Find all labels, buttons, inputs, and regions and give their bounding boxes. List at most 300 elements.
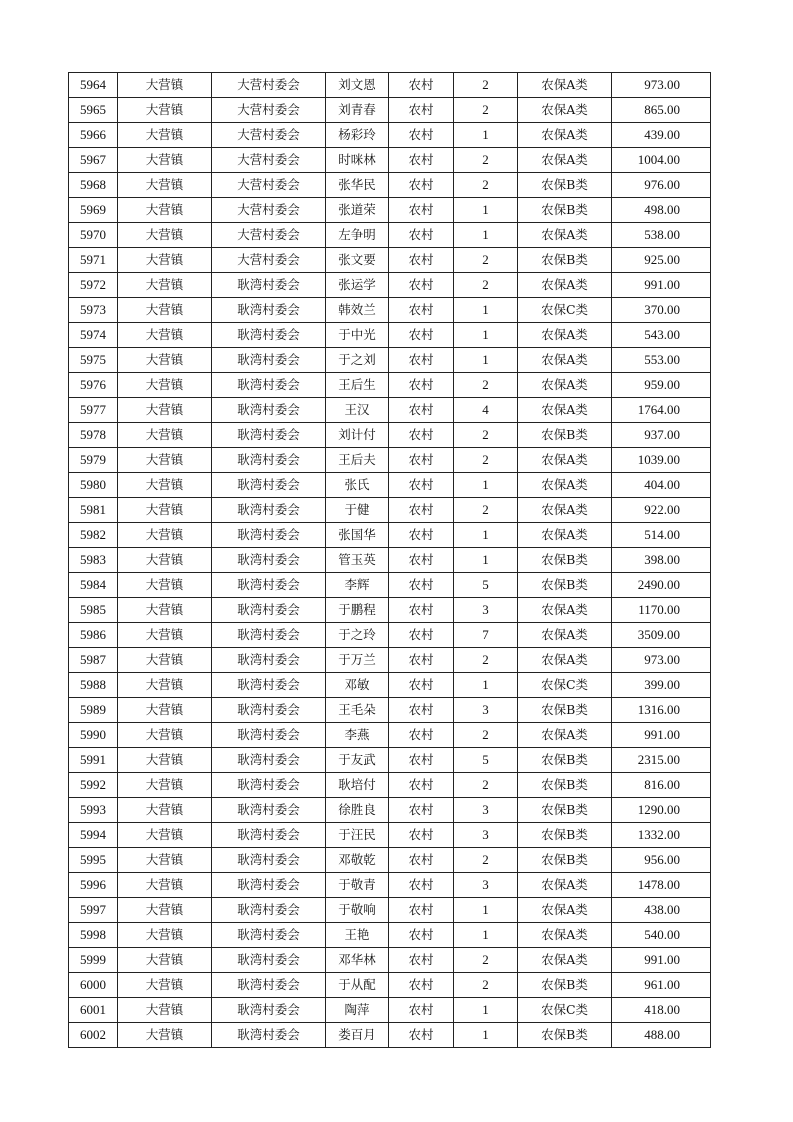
household-type-cell: 农村 xyxy=(389,223,454,248)
table-row xyxy=(69,248,711,273)
household-type-cell: 农村 xyxy=(389,373,454,398)
member-count-cell: 2 xyxy=(454,423,518,448)
table-row xyxy=(69,973,711,998)
name-cell: 韩效兰 xyxy=(326,298,389,323)
insurance-class-cell: 农保B类 xyxy=(518,248,612,273)
table-row xyxy=(69,323,711,348)
name-cell: 于从配 xyxy=(326,973,389,998)
id-cell: 5987 xyxy=(69,648,118,673)
member-count-cell: 1 xyxy=(454,523,518,548)
name-cell: 时咪林 xyxy=(326,148,389,173)
table-row xyxy=(69,673,711,698)
name-cell: 李辉 xyxy=(326,573,389,598)
insurance-class-cell: 农保A类 xyxy=(518,373,612,398)
table-row xyxy=(69,173,711,198)
village-committee-cell: 耿湾村委会 xyxy=(212,448,326,473)
insurance-class-cell: 农保B类 xyxy=(518,573,612,598)
insurance-class-cell: 农保A类 xyxy=(518,923,612,948)
village-committee-cell: 耿湾村委会 xyxy=(212,298,326,323)
town-cell: 大营镇 xyxy=(118,123,212,148)
member-count-cell: 3 xyxy=(454,823,518,848)
insurance-class-cell: 农保B类 xyxy=(518,773,612,798)
village-committee-cell: 耿湾村委会 xyxy=(212,348,326,373)
name-cell: 王毛朵 xyxy=(326,698,389,723)
amount-cell: 991.00 xyxy=(612,948,711,973)
village-committee-cell: 耿湾村委会 xyxy=(212,798,326,823)
id-cell: 5976 xyxy=(69,373,118,398)
table-row xyxy=(69,273,711,298)
id-cell: 5972 xyxy=(69,273,118,298)
table-row xyxy=(69,73,711,98)
id-cell: 5989 xyxy=(69,698,118,723)
id-cell: 5964 xyxy=(69,73,118,98)
name-cell: 于之刘 xyxy=(326,348,389,373)
amount-cell: 937.00 xyxy=(612,423,711,448)
town-cell: 大营镇 xyxy=(118,348,212,373)
insurance-class-cell: 农保C类 xyxy=(518,998,612,1023)
id-cell: 5995 xyxy=(69,848,118,873)
amount-cell: 1039.00 xyxy=(612,448,711,473)
household-type-cell: 农村 xyxy=(389,148,454,173)
member-count-cell: 2 xyxy=(454,173,518,198)
village-committee-cell: 耿湾村委会 xyxy=(212,948,326,973)
town-cell: 大营镇 xyxy=(118,173,212,198)
amount-cell: 976.00 xyxy=(612,173,711,198)
table-row xyxy=(69,748,711,773)
id-cell: 5994 xyxy=(69,823,118,848)
id-cell: 5977 xyxy=(69,398,118,423)
town-cell: 大营镇 xyxy=(118,323,212,348)
town-cell: 大营镇 xyxy=(118,648,212,673)
household-type-cell: 农村 xyxy=(389,923,454,948)
table-row xyxy=(69,898,711,923)
amount-cell: 961.00 xyxy=(612,973,711,998)
name-cell: 王后生 xyxy=(326,373,389,398)
id-cell: 5984 xyxy=(69,573,118,598)
village-committee-cell: 耿湾村委会 xyxy=(212,773,326,798)
village-committee-cell: 大营村委会 xyxy=(212,198,326,223)
name-cell: 于鹏程 xyxy=(326,598,389,623)
member-count-cell: 2 xyxy=(454,248,518,273)
member-count-cell: 1 xyxy=(454,673,518,698)
town-cell: 大营镇 xyxy=(118,623,212,648)
village-committee-cell: 耿湾村委会 xyxy=(212,373,326,398)
household-type-cell: 农村 xyxy=(389,798,454,823)
insurance-class-cell: 农保A类 xyxy=(518,348,612,373)
member-count-cell: 2 xyxy=(454,373,518,398)
amount-cell: 1170.00 xyxy=(612,598,711,623)
amount-cell: 2490.00 xyxy=(612,573,711,598)
table-row xyxy=(69,398,711,423)
insurance-class-cell: 农保A类 xyxy=(518,873,612,898)
town-cell: 大营镇 xyxy=(118,423,212,448)
member-count-cell: 2 xyxy=(454,498,518,523)
id-cell: 5998 xyxy=(69,923,118,948)
table-row xyxy=(69,498,711,523)
village-committee-cell: 大营村委会 xyxy=(212,248,326,273)
name-cell: 张运学 xyxy=(326,273,389,298)
town-cell: 大营镇 xyxy=(118,548,212,573)
town-cell: 大营镇 xyxy=(118,873,212,898)
id-cell: 5999 xyxy=(69,948,118,973)
household-type-cell: 农村 xyxy=(389,723,454,748)
amount-cell: 991.00 xyxy=(612,723,711,748)
household-type-cell: 农村 xyxy=(389,248,454,273)
id-cell: 5997 xyxy=(69,898,118,923)
member-count-cell: 2 xyxy=(454,723,518,748)
name-cell: 刘文恩 xyxy=(326,73,389,98)
village-committee-cell: 大营村委会 xyxy=(212,98,326,123)
town-cell: 大营镇 xyxy=(118,798,212,823)
name-cell: 左争明 xyxy=(326,223,389,248)
amount-cell: 399.00 xyxy=(612,673,711,698)
household-type-cell: 农村 xyxy=(389,398,454,423)
amount-cell: 418.00 xyxy=(612,998,711,1023)
town-cell: 大营镇 xyxy=(118,398,212,423)
member-count-cell: 1 xyxy=(454,998,518,1023)
name-cell: 邓华林 xyxy=(326,948,389,973)
table-row xyxy=(69,573,711,598)
amount-cell: 540.00 xyxy=(612,923,711,948)
table-row xyxy=(69,348,711,373)
amount-cell: 865.00 xyxy=(612,98,711,123)
name-cell: 于中光 xyxy=(326,323,389,348)
amount-cell: 1478.00 xyxy=(612,873,711,898)
id-cell: 6001 xyxy=(69,998,118,1023)
table-row xyxy=(69,648,711,673)
table-row xyxy=(69,623,711,648)
table-row xyxy=(69,548,711,573)
id-cell: 5991 xyxy=(69,748,118,773)
insurance-class-cell: 农保B类 xyxy=(518,823,612,848)
household-type-cell: 农村 xyxy=(389,698,454,723)
town-cell: 大营镇 xyxy=(118,773,212,798)
village-committee-cell: 耿湾村委会 xyxy=(212,598,326,623)
household-type-cell: 农村 xyxy=(389,98,454,123)
member-count-cell: 2 xyxy=(454,73,518,98)
name-cell: 娄百月 xyxy=(326,1023,389,1048)
id-cell: 5992 xyxy=(69,773,118,798)
id-cell: 5978 xyxy=(69,423,118,448)
member-count-cell: 2 xyxy=(454,273,518,298)
town-cell: 大营镇 xyxy=(118,373,212,398)
name-cell: 杨彩玲 xyxy=(326,123,389,148)
town-cell: 大营镇 xyxy=(118,473,212,498)
name-cell: 王艳 xyxy=(326,923,389,948)
id-cell: 5993 xyxy=(69,798,118,823)
amount-cell: 538.00 xyxy=(612,223,711,248)
member-count-cell: 1 xyxy=(454,923,518,948)
village-committee-cell: 耿湾村委会 xyxy=(212,498,326,523)
table-row xyxy=(69,923,711,948)
member-count-cell: 1 xyxy=(454,198,518,223)
household-type-cell: 农村 xyxy=(389,198,454,223)
name-cell: 管玉英 xyxy=(326,548,389,573)
insurance-class-cell: 农保A类 xyxy=(518,448,612,473)
name-cell: 张文要 xyxy=(326,248,389,273)
household-type-cell: 农村 xyxy=(389,298,454,323)
member-count-cell: 1 xyxy=(454,123,518,148)
insurance-class-cell: 农保A类 xyxy=(518,223,612,248)
member-count-cell: 2 xyxy=(454,848,518,873)
household-type-cell: 农村 xyxy=(389,673,454,698)
id-cell: 5975 xyxy=(69,348,118,373)
table-row xyxy=(69,823,711,848)
table-row xyxy=(69,298,711,323)
table-row xyxy=(69,523,711,548)
household-type-cell: 农村 xyxy=(389,773,454,798)
table-row xyxy=(69,948,711,973)
table-row xyxy=(69,373,711,398)
name-cell: 于汪民 xyxy=(326,823,389,848)
household-type-cell: 农村 xyxy=(389,73,454,98)
name-cell: 于万兰 xyxy=(326,648,389,673)
village-committee-cell: 大营村委会 xyxy=(212,173,326,198)
amount-cell: 404.00 xyxy=(612,473,711,498)
village-committee-cell: 耿湾村委会 xyxy=(212,273,326,298)
id-cell: 5986 xyxy=(69,623,118,648)
id-cell: 5969 xyxy=(69,198,118,223)
id-cell: 5973 xyxy=(69,298,118,323)
member-count-cell: 1 xyxy=(454,898,518,923)
insurance-class-cell: 农保B类 xyxy=(518,423,612,448)
ledger-sheet xyxy=(68,72,711,1048)
insurance-class-cell: 农保A类 xyxy=(518,523,612,548)
insurance-class-cell: 农保B类 xyxy=(518,698,612,723)
table-row xyxy=(69,698,711,723)
amount-cell: 991.00 xyxy=(612,273,711,298)
insurance-class-cell: 农保A类 xyxy=(518,723,612,748)
ledger-body xyxy=(69,73,711,1048)
household-type-cell: 农村 xyxy=(389,498,454,523)
name-cell: 于健 xyxy=(326,498,389,523)
name-cell: 王后夫 xyxy=(326,448,389,473)
town-cell: 大营镇 xyxy=(118,198,212,223)
table-row xyxy=(69,198,711,223)
insurance-class-cell: 农保A类 xyxy=(518,398,612,423)
insurance-class-cell: 农保A类 xyxy=(518,498,612,523)
member-count-cell: 1 xyxy=(454,1023,518,1048)
name-cell: 陶萍 xyxy=(326,998,389,1023)
village-committee-cell: 耿湾村委会 xyxy=(212,648,326,673)
village-committee-cell: 耿湾村委会 xyxy=(212,323,326,348)
amount-cell: 922.00 xyxy=(612,498,711,523)
id-cell: 5967 xyxy=(69,148,118,173)
village-committee-cell: 耿湾村委会 xyxy=(212,473,326,498)
town-cell: 大营镇 xyxy=(118,523,212,548)
id-cell: 5970 xyxy=(69,223,118,248)
amount-cell: 1764.00 xyxy=(612,398,711,423)
village-committee-cell: 大营村委会 xyxy=(212,73,326,98)
insurance-class-cell: 农保A类 xyxy=(518,648,612,673)
amount-cell: 1316.00 xyxy=(612,698,711,723)
table-row xyxy=(69,848,711,873)
town-cell: 大营镇 xyxy=(118,823,212,848)
table-row xyxy=(69,773,711,798)
town-cell: 大营镇 xyxy=(118,298,212,323)
village-committee-cell: 耿湾村委会 xyxy=(212,898,326,923)
table-row xyxy=(69,423,711,448)
village-committee-cell: 耿湾村委会 xyxy=(212,723,326,748)
name-cell: 于敬响 xyxy=(326,898,389,923)
insurance-class-cell: 农保B类 xyxy=(518,848,612,873)
member-count-cell: 2 xyxy=(454,948,518,973)
member-count-cell: 5 xyxy=(454,748,518,773)
town-cell: 大营镇 xyxy=(118,848,212,873)
member-count-cell: 1 xyxy=(454,223,518,248)
household-type-cell: 农村 xyxy=(389,898,454,923)
town-cell: 大营镇 xyxy=(118,223,212,248)
amount-cell: 498.00 xyxy=(612,198,711,223)
ledger-table xyxy=(68,72,711,1048)
town-cell: 大营镇 xyxy=(118,498,212,523)
amount-cell: 488.00 xyxy=(612,1023,711,1048)
village-committee-cell: 耿湾村委会 xyxy=(212,548,326,573)
name-cell: 于敬青 xyxy=(326,873,389,898)
amount-cell: 1004.00 xyxy=(612,148,711,173)
amount-cell: 438.00 xyxy=(612,898,711,923)
village-committee-cell: 大营村委会 xyxy=(212,148,326,173)
amount-cell: 973.00 xyxy=(612,648,711,673)
household-type-cell: 农村 xyxy=(389,423,454,448)
id-cell: 6002 xyxy=(69,1023,118,1048)
amount-cell: 1290.00 xyxy=(612,798,711,823)
household-type-cell: 农村 xyxy=(389,523,454,548)
village-committee-cell: 耿湾村委会 xyxy=(212,923,326,948)
insurance-class-cell: 农保A类 xyxy=(518,148,612,173)
town-cell: 大营镇 xyxy=(118,598,212,623)
village-committee-cell: 耿湾村委会 xyxy=(212,623,326,648)
member-count-cell: 4 xyxy=(454,398,518,423)
member-count-cell: 1 xyxy=(454,323,518,348)
id-cell: 5988 xyxy=(69,673,118,698)
table-row xyxy=(69,448,711,473)
insurance-class-cell: 农保B类 xyxy=(518,798,612,823)
member-count-cell: 3 xyxy=(454,873,518,898)
amount-cell: 959.00 xyxy=(612,373,711,398)
insurance-class-cell: 农保B类 xyxy=(518,548,612,573)
id-cell: 5982 xyxy=(69,523,118,548)
id-cell: 5965 xyxy=(69,98,118,123)
household-type-cell: 农村 xyxy=(389,623,454,648)
household-type-cell: 农村 xyxy=(389,448,454,473)
household-type-cell: 农村 xyxy=(389,548,454,573)
town-cell: 大营镇 xyxy=(118,673,212,698)
village-committee-cell: 耿湾村委会 xyxy=(212,1023,326,1048)
town-cell: 大营镇 xyxy=(118,898,212,923)
town-cell: 大营镇 xyxy=(118,98,212,123)
insurance-class-cell: 农保B类 xyxy=(518,973,612,998)
table-row xyxy=(69,723,711,748)
id-cell: 5974 xyxy=(69,323,118,348)
household-type-cell: 农村 xyxy=(389,1023,454,1048)
village-committee-cell: 耿湾村委会 xyxy=(212,873,326,898)
household-type-cell: 农村 xyxy=(389,973,454,998)
amount-cell: 398.00 xyxy=(612,548,711,573)
household-type-cell: 农村 xyxy=(389,598,454,623)
household-type-cell: 农村 xyxy=(389,648,454,673)
town-cell: 大营镇 xyxy=(118,273,212,298)
table-row xyxy=(69,998,711,1023)
member-count-cell: 2 xyxy=(454,773,518,798)
town-cell: 大营镇 xyxy=(118,923,212,948)
id-cell: 5983 xyxy=(69,548,118,573)
town-cell: 大营镇 xyxy=(118,248,212,273)
name-cell: 刘计付 xyxy=(326,423,389,448)
table-row xyxy=(69,223,711,248)
name-cell: 徐胜良 xyxy=(326,798,389,823)
town-cell: 大营镇 xyxy=(118,948,212,973)
member-count-cell: 1 xyxy=(454,298,518,323)
household-type-cell: 农村 xyxy=(389,873,454,898)
member-count-cell: 3 xyxy=(454,798,518,823)
town-cell: 大营镇 xyxy=(118,148,212,173)
insurance-class-cell: 农保A类 xyxy=(518,323,612,348)
household-type-cell: 农村 xyxy=(389,998,454,1023)
name-cell: 张国华 xyxy=(326,523,389,548)
insurance-class-cell: 农保B类 xyxy=(518,748,612,773)
insurance-class-cell: 农保A类 xyxy=(518,273,612,298)
town-cell: 大营镇 xyxy=(118,448,212,473)
name-cell: 张氏 xyxy=(326,473,389,498)
amount-cell: 816.00 xyxy=(612,773,711,798)
insurance-class-cell: 农保A类 xyxy=(518,473,612,498)
household-type-cell: 农村 xyxy=(389,473,454,498)
town-cell: 大营镇 xyxy=(118,723,212,748)
insurance-class-cell: 农保A类 xyxy=(518,948,612,973)
id-cell: 6000 xyxy=(69,973,118,998)
name-cell: 张道荣 xyxy=(326,198,389,223)
village-committee-cell: 耿湾村委会 xyxy=(212,823,326,848)
amount-cell: 370.00 xyxy=(612,298,711,323)
village-committee-cell: 耿湾村委会 xyxy=(212,673,326,698)
member-count-cell: 3 xyxy=(454,698,518,723)
household-type-cell: 农村 xyxy=(389,948,454,973)
amount-cell: 553.00 xyxy=(612,348,711,373)
name-cell: 于之玲 xyxy=(326,623,389,648)
household-type-cell: 农村 xyxy=(389,848,454,873)
household-type-cell: 农村 xyxy=(389,348,454,373)
member-count-cell: 5 xyxy=(454,573,518,598)
insurance-class-cell: 农保C类 xyxy=(518,298,612,323)
id-cell: 5980 xyxy=(69,473,118,498)
member-count-cell: 3 xyxy=(454,598,518,623)
insurance-class-cell: 农保A类 xyxy=(518,98,612,123)
household-type-cell: 农村 xyxy=(389,323,454,348)
amount-cell: 973.00 xyxy=(612,73,711,98)
village-committee-cell: 大营村委会 xyxy=(212,223,326,248)
village-committee-cell: 耿湾村委会 xyxy=(212,423,326,448)
member-count-cell: 1 xyxy=(454,348,518,373)
village-committee-cell: 大营村委会 xyxy=(212,123,326,148)
amount-cell: 2315.00 xyxy=(612,748,711,773)
table-row xyxy=(69,473,711,498)
id-cell: 5990 xyxy=(69,723,118,748)
table-row xyxy=(69,873,711,898)
name-cell: 刘青春 xyxy=(326,98,389,123)
insurance-class-cell: 农保A类 xyxy=(518,123,612,148)
insurance-class-cell: 农保B类 xyxy=(518,173,612,198)
amount-cell: 925.00 xyxy=(612,248,711,273)
town-cell: 大营镇 xyxy=(118,998,212,1023)
amount-cell: 956.00 xyxy=(612,848,711,873)
table-row xyxy=(69,98,711,123)
town-cell: 大营镇 xyxy=(118,1023,212,1048)
id-cell: 5981 xyxy=(69,498,118,523)
household-type-cell: 农村 xyxy=(389,823,454,848)
village-committee-cell: 耿湾村委会 xyxy=(212,998,326,1023)
insurance-class-cell: 农保C类 xyxy=(518,673,612,698)
